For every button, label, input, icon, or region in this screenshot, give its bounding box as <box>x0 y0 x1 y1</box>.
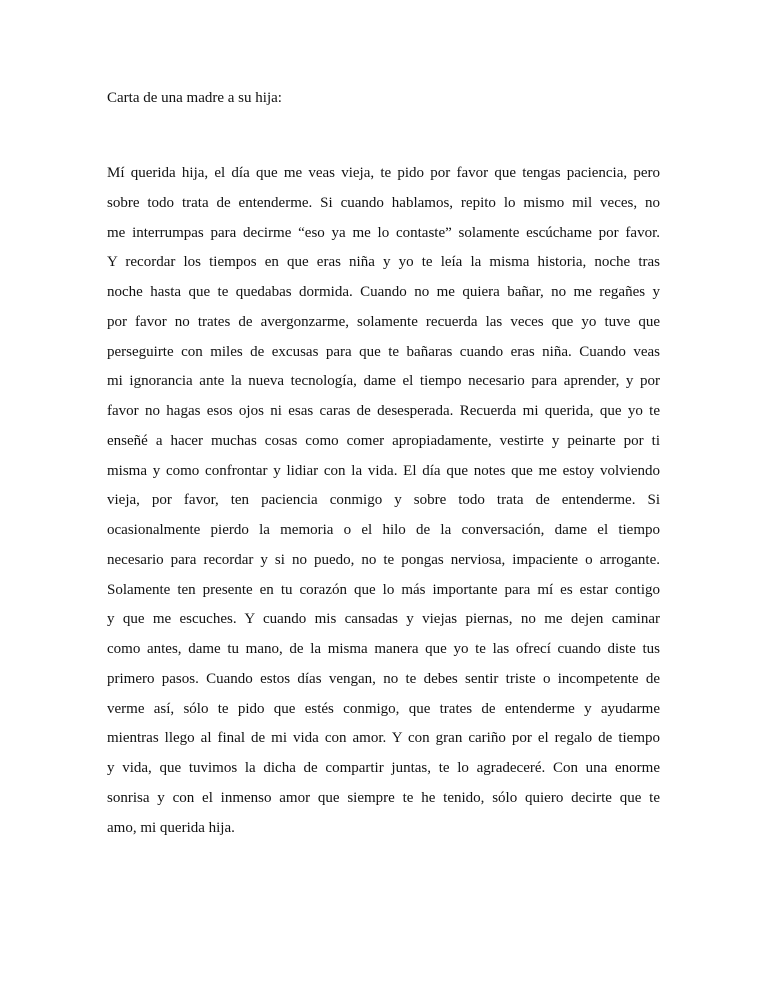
body-line: sonrisa y con el inmenso amor que siempre te he tenido, sólo quiero decirte que te <box>107 789 660 806</box>
body-line: por favor no trates de avergonzarme, solamente recuerda las veces que yo tuve que <box>107 313 660 330</box>
letter-body <box>107 159 660 843</box>
body-line: necesario para recordar y si no puedo, no te pongas nerviosa, impaciente o arrogante. <box>107 551 660 568</box>
body-line: primero pasos. Cuando estos días vengan, no te debes sentir triste o incompetente de <box>107 670 660 687</box>
body-line: Solamente ten presente en tu corazón que lo más importante para mí es estar contigo <box>107 581 660 598</box>
body-line: perseguirte con miles de excusas para que te bañaras cuando eras niña. Cuando veas <box>107 343 660 360</box>
body-line: favor no hagas esos ojos ni esas caras de desesperada. Recuerda mi querida, que yo te <box>107 403 660 419</box>
body-line: mi ignorancia ante la nueva tecnología, dame el tiempo necesario para aprender, y por <box>107 373 660 390</box>
body-line: mientras llego al final de mi vida con amor. Y con gran cariño por el regalo de tiempo <box>107 730 660 747</box>
body-line: verme así, sólo te pido que estés conmigo, que trates de entenderme y ayudarme <box>107 700 660 717</box>
body-line: como antes, dame tu mano, de la misma manera que yo te las ofrecí cuando diste tus <box>107 641 660 657</box>
body-line: enseñé a hacer muchas cosas como comer apropiadamente, vestirte y peinarte por ti <box>107 432 660 449</box>
body-line: y vida, que tuvimos la dicha de compartir juntas, te lo agradeceré. Con una enorme <box>107 760 660 776</box>
body-line: misma y como confrontar y lidiar con la vida. El día que notes que me estoy volviendo <box>107 462 660 479</box>
body-line: Y recordar los tiempos en que eras niña y yo te leía la misma historia, noche tras <box>107 254 660 271</box>
body-line: me interrumpas para decirme “eso ya me lo contaste” solamente escúchame por favor. <box>107 224 660 241</box>
body-line: sobre todo trata de entenderme. Si cuando hablamos, repito lo mismo mil veces, no <box>107 194 660 211</box>
body-line: ocasionalmente pierdo la memoria o el hilo de la conversación, dame el tiempo <box>107 522 660 538</box>
body-line: Mí querida hija, el día que me veas vieja, te pido por favor que tengas paciencia, pero <box>107 165 660 181</box>
body-line: vieja, por favor, ten paciencia conmigo y sobre todo trata de entenderme. Si <box>107 492 660 509</box>
body-line: amo, mi querida hija. <box>107 819 235 836</box>
body-line: y que me escuches. Y cuando mis cansadas y viejas piernas, no me dejen caminar <box>107 611 660 628</box>
letter-title: Carta de una madre a su hija: <box>107 90 282 106</box>
body-line: noche hasta que te quedabas dormida. Cuando no me quiera bañar, no me regañes y <box>107 284 660 300</box>
